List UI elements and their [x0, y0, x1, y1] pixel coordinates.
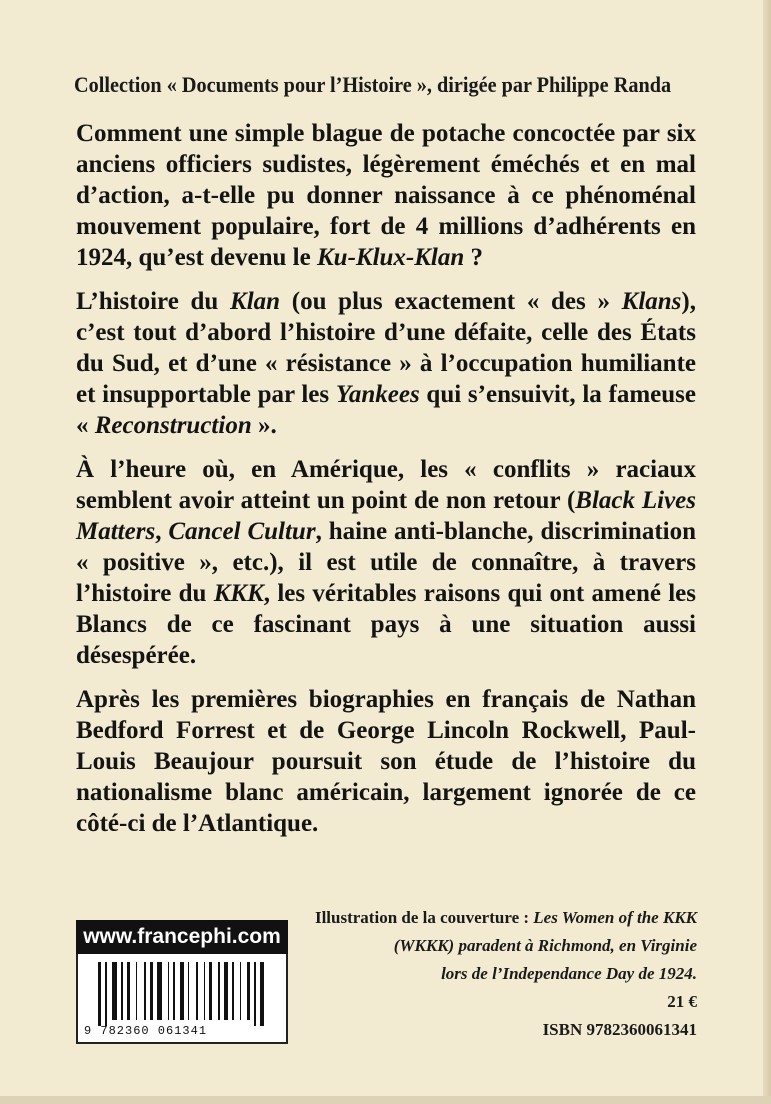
paragraph-2: L’histoire du Klan (ou plus exactement « des » Klans), c’est tout d’abord l’histoire d’une défaite, celle des États du Sud, et d’une « résistance » à l’occupation humiliante et insupportable par les Yankees qui s’ensuivit, la fameuse « Reconstruction ». [76, 288, 696, 439]
publisher-website: www.francephi.com [76, 920, 288, 954]
barcode-bar [180, 962, 183, 1020]
barcode-bar [157, 962, 162, 1020]
barcode-bar [247, 962, 250, 1020]
barcode-bar [188, 962, 190, 1020]
barcode-bar [173, 962, 175, 1020]
barcode-bar [127, 962, 130, 1020]
barcode-block [76, 920, 288, 1044]
barcode-bar [224, 962, 229, 1020]
barcode [98, 962, 266, 1026]
collection-line: Collection « Documents pour l’Histoire », dirigée par Philippe Randa [74, 72, 672, 97]
paragraph-3: À l’heure où, en Amérique, les « conflits » raciaux semblent avoir atteint un point de non retour (Black Lives Matters, Cancel Cultur, haine anti-blanche, discrimination « positive », etc.), il est utile de connaître, à travers l’histoire du KKK, les véritables raisons qui ont amené les Blancs de ce fascinant pays à une situation aussi désespérée. [76, 456, 697, 669]
barcode-bar [196, 962, 198, 1020]
barcode-bar [105, 962, 107, 1026]
credit-title: Les Women of the KKK [533, 908, 697, 927]
barcode-bar [150, 962, 153, 1020]
barcode-bar [98, 962, 101, 1026]
credit-line-1 [297, 904, 697, 932]
isbn: ISBN 9782360061341 [542, 1020, 697, 1039]
barcode-bar [260, 962, 265, 1026]
page-edge [763, 0, 771, 1104]
barcode-bar [168, 962, 170, 1020]
barcode-bar [232, 962, 234, 1020]
barcode-digits: 9 782360 061341 [84, 1024, 208, 1038]
blurb [76, 118, 696, 852]
page-bottom-edge [0, 1096, 771, 1104]
barcode-bar [136, 962, 138, 1020]
paragraph-4: Après les premières biographies en français de Nathan Bedford Forrest et de George Lincoln Rockwell, Paul-Louis Beaujour poursuit son étude de l’histoire du nationalisme blanc américain, largement ignorée de ce côté-ci de l’Atlantique. [76, 686, 696, 837]
cover-credit [297, 904, 697, 1044]
barcode-bar [121, 962, 123, 1020]
barcode-bar [144, 962, 146, 1020]
paragraph-1: Comment une simple blague de potache concoctée par six anciens officiers sudistes, légèrement éméchés et en mal d’action, a-t-elle pu donner naissance à ce phénoménal mouvement populaire, fort de 4 millions d’adhérents en 1924, qu’est devenu le Ku-Klux-Klan ? [76, 120, 696, 271]
price: 21 € [667, 992, 697, 1011]
barcode-bar [204, 962, 206, 1020]
barcode-bar [209, 962, 212, 1020]
credit-prefix: Illustration de la couverture : [314, 908, 534, 927]
credit-line-2: (WKKK) paradent à Richmond, en Virginie [393, 936, 697, 955]
barcode-bar [112, 962, 117, 1020]
barcode-bar [240, 962, 242, 1020]
barcode-bar [218, 962, 220, 1020]
barcode-bar [254, 962, 256, 1026]
credit-line-3: lors de l’Independance Day de 1924. [441, 964, 697, 983]
